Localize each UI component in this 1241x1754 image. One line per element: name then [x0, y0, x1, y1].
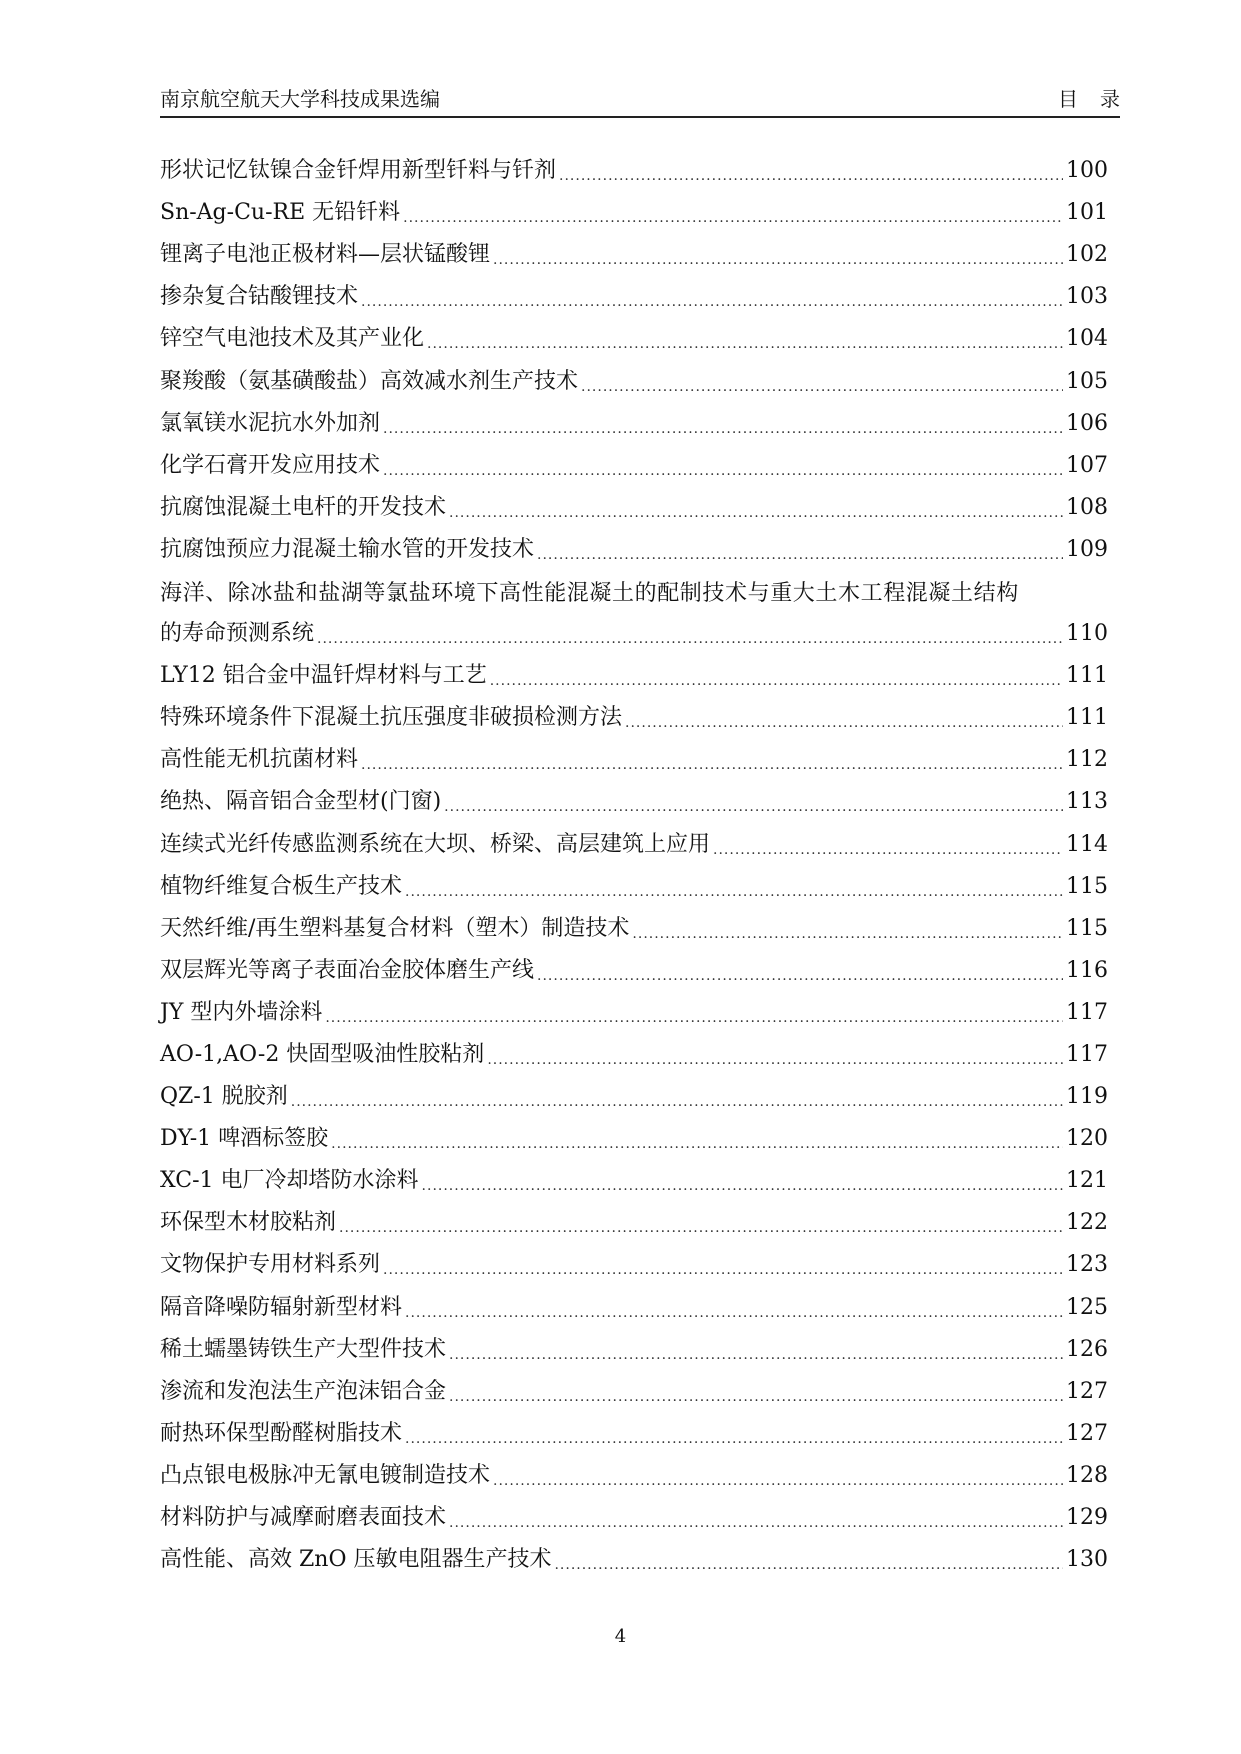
toc-entry[interactable] [160, 739, 1108, 781]
toc-entry-title: 双层辉光等离子表面冶金胶体磨生产线 [160, 957, 535, 983]
toc-entry[interactable] [160, 192, 1108, 234]
toc-entry[interactable] [160, 655, 1108, 697]
toc-entry-title: 锂离子电池正极材料—层状锰酸锂 [160, 242, 491, 268]
toc-entry-title: 化学石膏开发应用技术 [160, 452, 381, 478]
toc-entry-page: 102 [1066, 242, 1108, 268]
leader-dots [490, 674, 1063, 688]
leader-dots [331, 1137, 1063, 1151]
toc-entry-page: 117 [1066, 999, 1108, 1025]
toc-entry[interactable] [160, 950, 1108, 992]
toc-entry-title: 隔音降噪防辐射新型材料 [160, 1294, 403, 1320]
leader-dots [537, 969, 1063, 983]
toc-entry[interactable] [160, 866, 1108, 908]
leader-dots [383, 464, 1063, 478]
toc-entry-title: 抗腐蚀预应力混凝土输水管的开发技术 [160, 536, 535, 562]
header-book-title: 南京航空航天大学科技成果选编 [160, 87, 440, 111]
toc-entry-page: 127 [1066, 1420, 1108, 1446]
toc-entry[interactable] [160, 1371, 1108, 1413]
toc-entry-page: 117 [1066, 1042, 1108, 1068]
leader-dots [444, 800, 1063, 814]
toc-entry[interactable] [160, 1539, 1108, 1581]
leader-dots [403, 211, 1063, 225]
toc-entry-title-line2: 的寿命预测系统 [160, 621, 315, 647]
leader-dots [405, 1432, 1063, 1446]
leader-dots [713, 843, 1063, 857]
toc-entry-page: 126 [1066, 1336, 1108, 1362]
leader-dots [537, 548, 1063, 562]
toc-entry-title: 环保型木材胶粘剂 [160, 1210, 337, 1236]
leader-dots [493, 253, 1063, 267]
toc-entry-title: 聚羧酸（氨基磺酸盐）高效减水剂生产技术 [160, 368, 579, 394]
toc-entry-page: 115 [1066, 873, 1108, 899]
leader-dots [449, 506, 1063, 520]
leader-dots [361, 758, 1063, 772]
leader-dots [383, 1263, 1063, 1277]
toc-entry-title: QZ-1 脱胶剂 [160, 1084, 288, 1110]
leader-dots [493, 1474, 1063, 1488]
toc-entry-title: 连续式光纤传感监测系统在大坝、桥梁、高层建筑上应用 [160, 831, 711, 857]
toc-entry-page: 119 [1066, 1084, 1108, 1110]
toc-entry-page: 109 [1066, 536, 1108, 562]
toc-entry-title: 锌空气电池技术及其产业化 [160, 326, 425, 352]
toc-entry-title: 稀土蠕墨铸铁生产大型件技术 [160, 1336, 447, 1362]
toc-entry[interactable] [160, 150, 1108, 192]
toc-entry-page: 110 [1066, 621, 1108, 647]
toc-entry-title: 抗腐蚀混凝土电杆的开发技术 [160, 494, 447, 520]
leader-dots [339, 1221, 1063, 1235]
toc-entry-page: 103 [1066, 284, 1108, 310]
toc-entry[interactable] [160, 992, 1108, 1034]
toc-entry-page: 111 [1066, 663, 1108, 689]
toc-entry-page: 129 [1066, 1505, 1108, 1531]
toc-entry-page: 120 [1066, 1126, 1108, 1152]
toc-entry-page: 121 [1066, 1168, 1108, 1194]
leader-dots [449, 1348, 1063, 1362]
toc-entry-title: 耐热环保型酚醛树脂技术 [160, 1420, 403, 1446]
toc-entry-page: 114 [1066, 831, 1108, 857]
toc-entry-title: LY12 铝合金中温钎焊材料与工艺 [160, 663, 487, 689]
leader-dots [405, 885, 1063, 899]
header-section-title: 目录 [1058, 87, 1142, 111]
toc-entry-title: 文物保护专用材料系列 [160, 1252, 381, 1278]
toc-entry[interactable] [160, 276, 1108, 318]
toc-entry[interactable] [160, 908, 1108, 950]
page-number: 4 [614, 1626, 627, 1647]
leader-dots [291, 1095, 1063, 1109]
toc-entry-title: 特殊环境条件下混凝土抗压强度非破损检测方法 [160, 705, 623, 731]
toc-entry-page: 123 [1066, 1252, 1108, 1278]
toc-entry-title: 高性能、高效 ZnO 压敏电阻器生产技术 [160, 1547, 552, 1573]
toc-entry[interactable] [160, 445, 1108, 487]
toc-entry[interactable] [160, 824, 1108, 866]
leader-dots [632, 927, 1063, 941]
leader-dots [405, 1306, 1063, 1320]
toc-entry-page: 111 [1066, 705, 1108, 731]
toc-entry[interactable] [160, 1202, 1108, 1244]
toc-entry-page: 107 [1066, 452, 1108, 478]
leader-dots [325, 1011, 1063, 1025]
toc-entry[interactable] [160, 360, 1108, 402]
toc-entry-title: DY-1 啤酒标签胶 [160, 1126, 329, 1152]
toc-entry-page: 106 [1066, 410, 1108, 436]
toc-entry[interactable] [160, 403, 1108, 445]
toc-entry-title: 凸点银电极脉冲无氰电镀制造技术 [160, 1462, 491, 1488]
toc-entry-page: 105 [1066, 368, 1108, 394]
toc-entry-multiline[interactable] [160, 571, 1108, 655]
toc-entry-page: 115 [1066, 915, 1108, 941]
leader-dots [361, 295, 1063, 309]
leader-dots [383, 422, 1063, 436]
toc-entry-title: 高性能无机抗菌材料 [160, 747, 359, 773]
toc-entry-page: 112 [1066, 747, 1108, 773]
toc-entry-title: 植物纤维复合板生产技术 [160, 873, 403, 899]
toc-entry-title: 形状记忆钛镍合金钎焊用新型钎料与钎剂 [160, 158, 557, 184]
leader-dots [487, 1053, 1063, 1067]
toc-entry-page: 127 [1066, 1378, 1108, 1404]
toc-entry[interactable] [160, 1287, 1108, 1329]
toc-entry[interactable] [160, 1076, 1108, 1118]
toc-entry-title: 天然纤维/再生塑料基复合材料（塑木）制造技术 [160, 915, 630, 941]
toc-entry-title: 掺杂复合钴酸锂技术 [160, 284, 359, 310]
leader-dots [559, 169, 1063, 183]
toc-entry[interactable] [160, 1329, 1108, 1371]
toc-entry-page: 101 [1066, 200, 1108, 226]
toc-entry-page: 116 [1066, 957, 1108, 983]
leader-dots [449, 1516, 1063, 1530]
toc-entry[interactable] [160, 1455, 1108, 1497]
toc-entry[interactable] [160, 234, 1108, 276]
toc-entry[interactable] [160, 487, 1108, 529]
leader-dots [317, 632, 1063, 646]
toc-entry[interactable] [160, 318, 1108, 360]
toc-entry-page: 122 [1066, 1210, 1108, 1236]
table-of-contents [160, 150, 1108, 1581]
toc-entry[interactable] [160, 529, 1108, 571]
leader-dots [581, 380, 1063, 394]
toc-entry[interactable] [160, 1497, 1108, 1539]
toc-entry-title: 绝热、隔音铝合金型材(门窗) [160, 789, 442, 815]
leader-dots [554, 1558, 1063, 1572]
leader-dots [422, 1179, 1063, 1193]
toc-entry-title: 材料防护与减摩耐磨表面技术 [160, 1505, 447, 1531]
toc-entry[interactable] [160, 1160, 1108, 1202]
toc-entry[interactable] [160, 1118, 1108, 1160]
toc-entry-page: 128 [1066, 1462, 1108, 1488]
toc-entry-page: 113 [1066, 789, 1108, 815]
toc-entry-page: 100 [1066, 158, 1108, 184]
leader-dots [427, 337, 1063, 351]
toc-entry-title: 氯氧镁水泥抗水外加剂 [160, 410, 381, 436]
leader-dots [625, 716, 1063, 730]
toc-entry-title-line1: 海洋、除冰盐和盐湖等氯盐环境下高性能混凝土的配制技术与重大土木工程混凝土结构 [160, 581, 1019, 607]
toc-entry-page: 130 [1066, 1547, 1108, 1573]
toc-entry-title: Sn-Ag-Cu-RE 无铅钎料 [160, 200, 401, 226]
toc-entry [160, 613, 1108, 655]
toc-entry-page: 125 [1066, 1294, 1108, 1320]
toc-entry[interactable] [160, 1244, 1108, 1286]
toc-entry[interactable] [160, 1413, 1108, 1455]
toc-entry[interactable] [160, 1034, 1108, 1076]
toc-entry[interactable] [160, 697, 1108, 739]
toc-entry-title: XC-1 电厂冷却塔防水涂料 [160, 1168, 419, 1194]
running-header [160, 84, 1142, 118]
toc-entry-title: JY 型内外墙涂料 [160, 999, 323, 1025]
toc-entry[interactable] [160, 781, 1108, 823]
toc-entry-page: 108 [1066, 494, 1108, 520]
toc-entry-title: AO-1,AO-2 快固型吸油性胶粘剂 [160, 1042, 485, 1068]
leader-dots [449, 1390, 1063, 1404]
toc-entry-title: 渗流和发泡法生产泡沫铝合金 [160, 1378, 447, 1404]
toc-entry-page: 104 [1066, 326, 1108, 352]
